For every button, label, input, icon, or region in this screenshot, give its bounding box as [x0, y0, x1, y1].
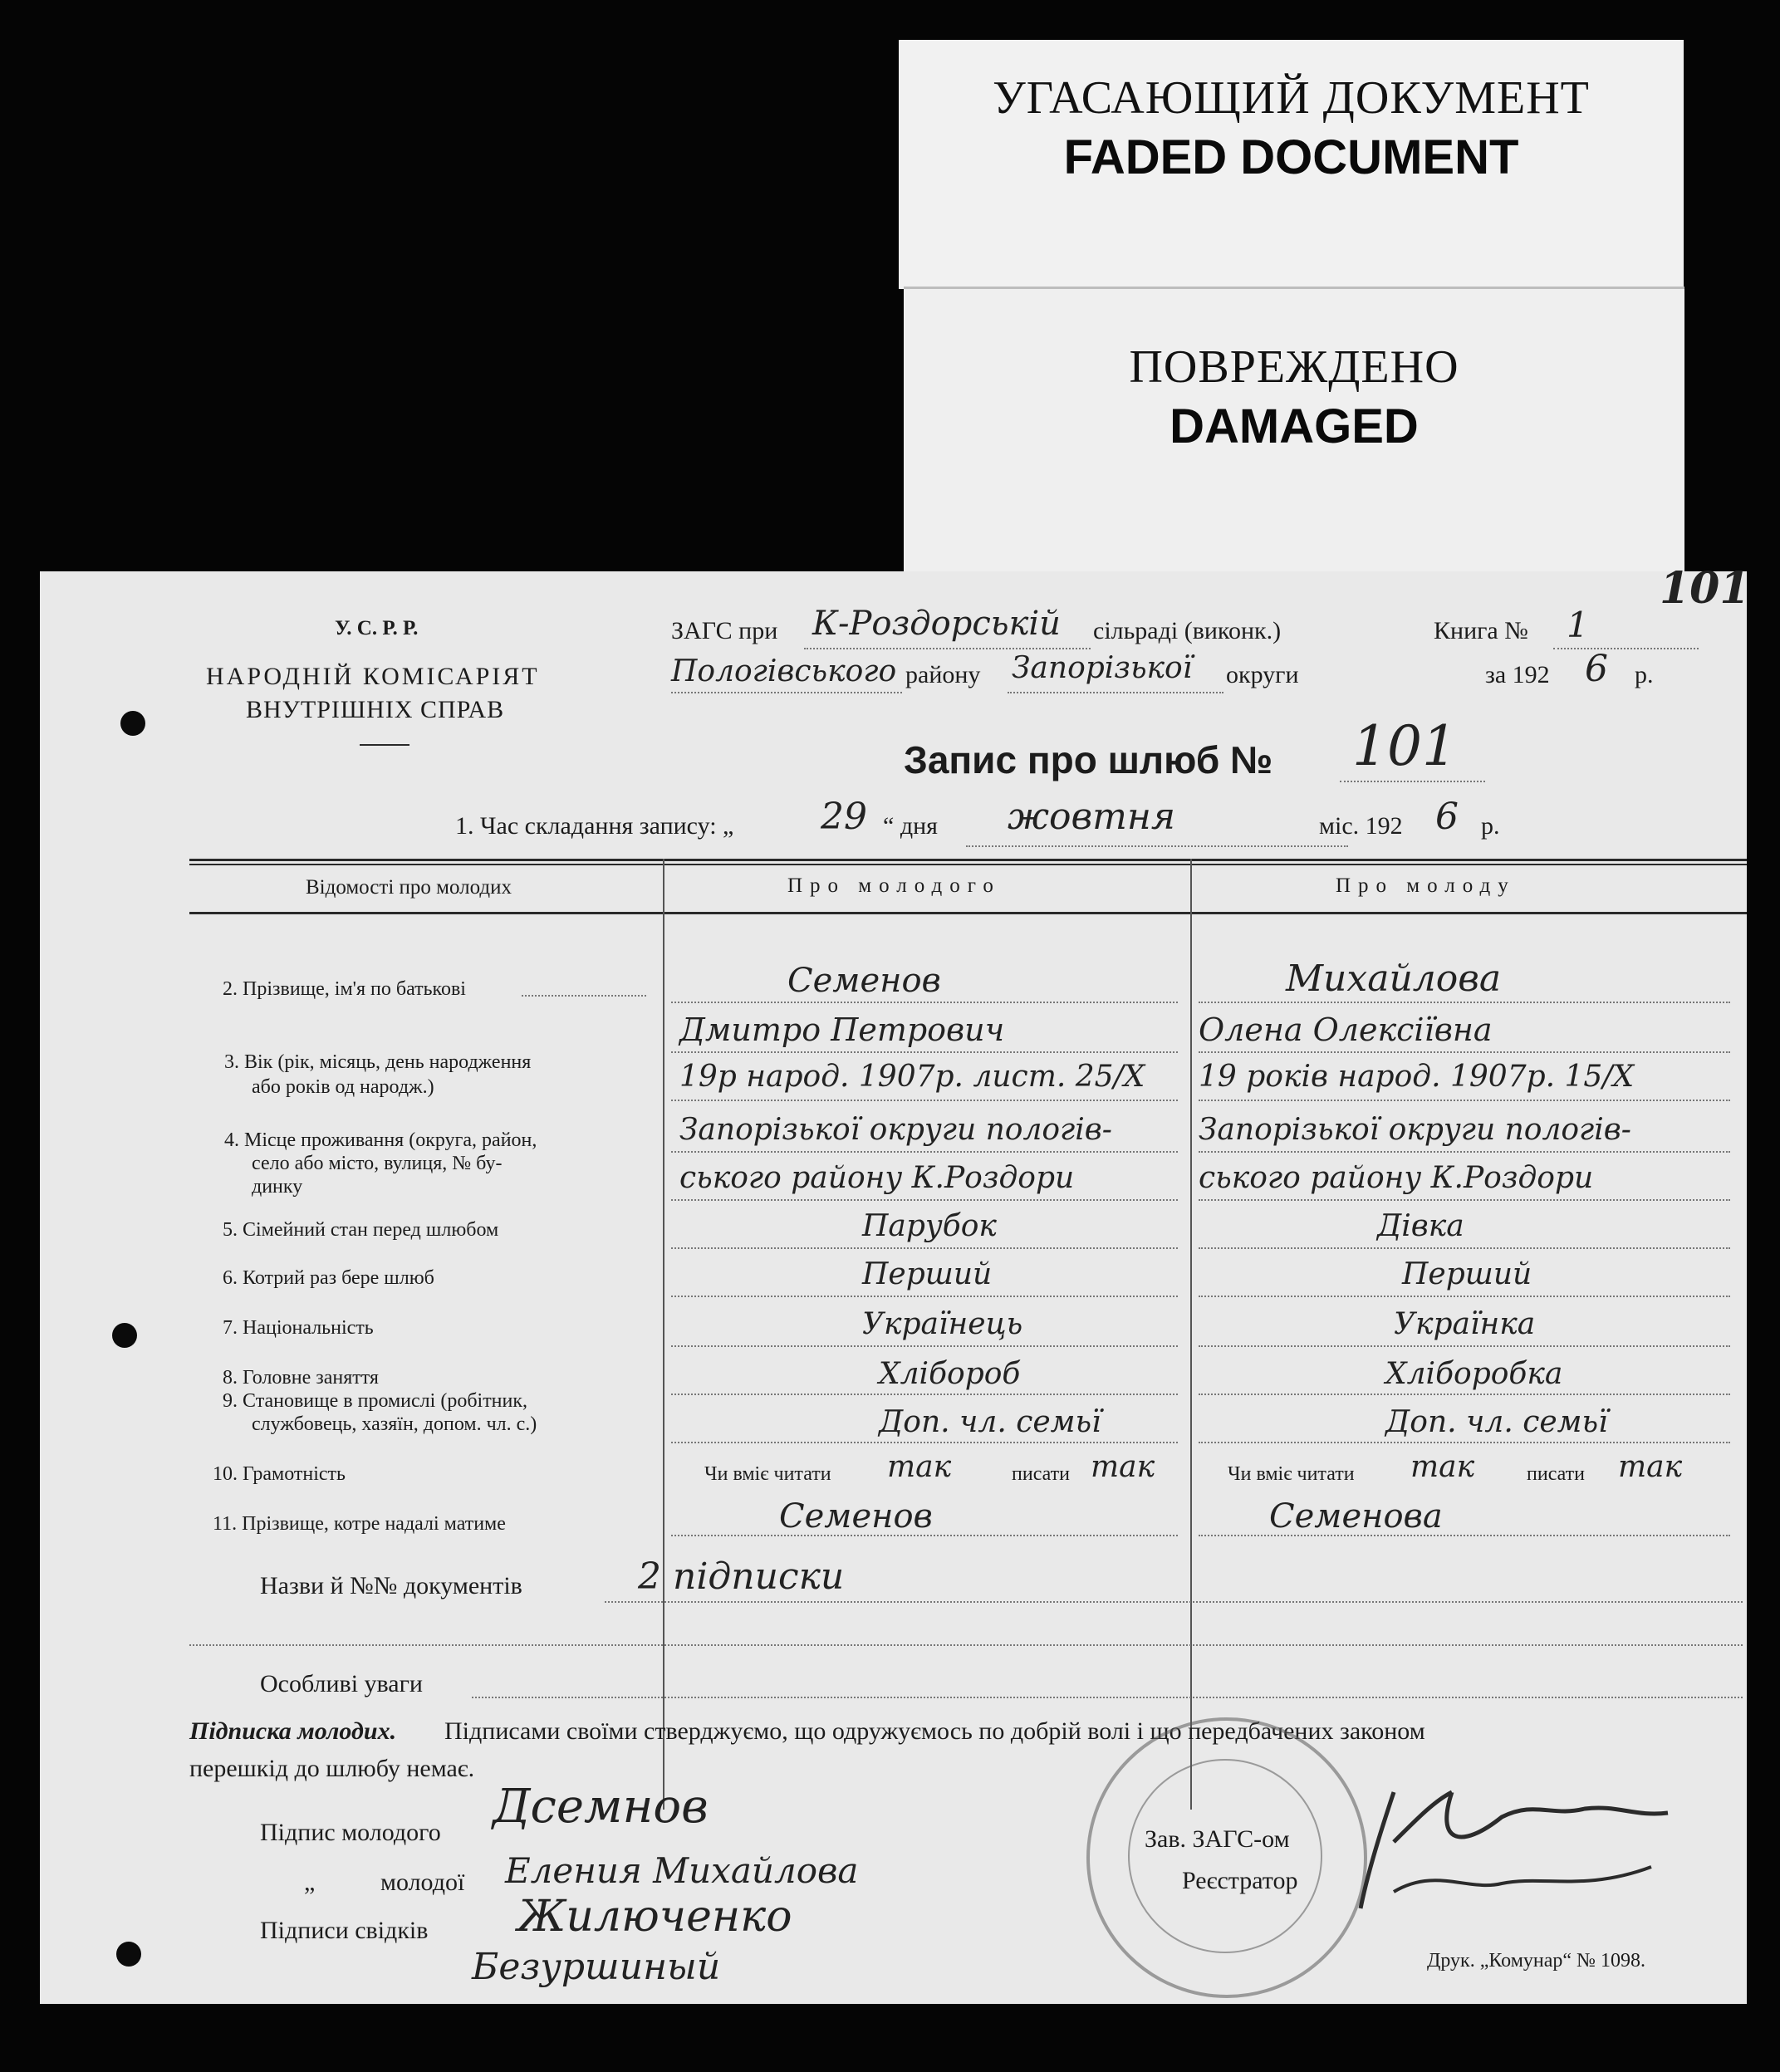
table-top-rule: [189, 859, 1747, 861]
field-line: [1199, 1151, 1730, 1153]
okrug-value: Запорізької: [1012, 651, 1193, 685]
bride-place-1: Запорізької округи пологів-: [1199, 1113, 1631, 1147]
field-line: [671, 1535, 1178, 1536]
column-header-groom: Про молодого: [787, 874, 1001, 897]
column-divider: [1190, 859, 1192, 1810]
field-line: [1199, 1296, 1730, 1297]
row-label-place-1: 4. Місце проживання (округа, район,: [224, 1129, 537, 1151]
table-header-rule: [189, 912, 1747, 914]
bride-place-2: ського району К.Роздори: [1199, 1161, 1594, 1195]
field-line: [1199, 1199, 1730, 1201]
field-line: [671, 1394, 1178, 1395]
groom-read-value: так: [887, 1450, 952, 1484]
faded-document-label: [899, 40, 1684, 289]
commissariat-line-2: ВНУТРІШНІХ СПРАВ: [246, 696, 505, 723]
bride-marital: Дівка: [1377, 1209, 1464, 1243]
record-time-prefix: 1. Час складання запису: „: [455, 812, 734, 840]
field-line: [966, 845, 1348, 847]
witness-1-signature: Жилюченко: [517, 1892, 792, 1942]
field-line: [671, 1442, 1178, 1443]
field-line: [1199, 1002, 1730, 1003]
damaged-label: [904, 287, 1684, 571]
bride-surname: Михайлова: [1286, 958, 1502, 1000]
bride-signature-prefix: „: [304, 1869, 316, 1896]
row-label-times: 6. Котрий раз бере шлюб: [223, 1267, 434, 1289]
field-line: [1199, 1345, 1730, 1347]
record-year-suffix: р.: [1481, 812, 1500, 840]
punch-hole: [112, 1323, 137, 1348]
year-label: за 192: [1485, 661, 1550, 688]
bride-signature-label: молодої: [380, 1869, 465, 1896]
punch-hole: [116, 1942, 141, 1967]
district-label: району: [905, 661, 981, 688]
row-label-place-2: село або місто, вулиця, № бу-: [252, 1153, 503, 1174]
leader-dots: [522, 995, 646, 997]
field-line: [671, 1296, 1178, 1297]
field-line: [804, 648, 1091, 649]
field-line: [671, 1199, 1178, 1201]
groom-marital: Парубок: [862, 1209, 997, 1243]
bride-read-value: так: [1410, 1450, 1475, 1484]
field-line: [1199, 1100, 1730, 1101]
bride-write-value: так: [1618, 1450, 1683, 1484]
row-label-position-1: 9. Становище в промислі (робітник,: [223, 1390, 528, 1412]
witness-label: Підписи свідків: [260, 1917, 429, 1944]
statement-line-1: Підписами своїми стверджуємо, що одружуємось по добрій волі і що передбачених законом: [444, 1717, 1425, 1745]
documents-label: Назви й №№ документів: [260, 1572, 522, 1599]
bride-read-label: Чи вміє читати: [1228, 1463, 1355, 1485]
zags-council-value: К-Роздорській: [812, 605, 1061, 643]
row-label-future-surname: 11. Прізвище, котре надалі матиме: [213, 1513, 506, 1535]
groom-name: Дмитро Петрович: [679, 1012, 1005, 1048]
field-line: [605, 1601, 1743, 1603]
row-label-literacy: 10. Грамотність: [213, 1463, 346, 1485]
print-mark: Друк. „Комунар“ № 1098.: [1427, 1950, 1645, 1972]
field-line: [671, 1247, 1178, 1249]
bride-times: Перший: [1402, 1257, 1532, 1291]
record-number: 101: [1352, 714, 1457, 778]
bride-write-label: писати: [1527, 1463, 1585, 1485]
groom-position: Доп. чл. семьї: [879, 1405, 1101, 1439]
record-month-label: міс. 192: [1319, 812, 1403, 840]
row-label-name: 2. Прізвище, ім'я по батькові: [223, 978, 466, 1000]
record-month: жовтня: [1008, 796, 1175, 838]
bride-name: Олена Олексіївна: [1199, 1012, 1493, 1048]
marriage-record-form: [40, 563, 1750, 2004]
bride-age: 19 років народ. 1907р. 15/Х: [1199, 1060, 1635, 1094]
remarks-label: Особливі уваги: [260, 1670, 423, 1697]
groom-nationality: Українець: [862, 1307, 1023, 1341]
groom-future-surname: Семенов: [779, 1497, 933, 1536]
row-label-age-2: або років од народж.): [252, 1076, 434, 1098]
row-label-occupation: 8. Головне заняття: [223, 1367, 379, 1389]
field-line: [671, 692, 902, 693]
column-header-bride: Про молоду: [1336, 874, 1516, 897]
table-top-rule: [189, 864, 1747, 865]
field-line: [1199, 1394, 1730, 1395]
groom-times: Перший: [862, 1257, 993, 1291]
row-label-position-2: службовець, хазяїн, допом. чл. с.): [252, 1413, 537, 1435]
year-suffix: р.: [1635, 661, 1654, 688]
official-seal-inner: [1128, 1759, 1322, 1953]
field-line: [671, 1051, 1178, 1053]
field-line: [1199, 1535, 1730, 1536]
commissariat-line-1: НАРОДНІЙ КОМІСАРІЯТ: [206, 663, 540, 690]
groom-age: 19р народ. 1907р. лист. 25/Х: [679, 1060, 1145, 1094]
statement-line-2: перешкід до шлюбу немає.: [189, 1755, 475, 1782]
field-line: [1008, 692, 1223, 693]
damaged-label-ru: ПОВРЕЖДЕНО: [1129, 341, 1459, 393]
record-day: 29: [821, 796, 867, 838]
field-line: [671, 1345, 1178, 1347]
republic-name: У. С. Р. Р.: [335, 617, 419, 639]
bride-signature: Еления Михайлова: [505, 1850, 859, 1891]
groom-read-label: Чи вміє читати: [704, 1463, 831, 1485]
field-line: [1199, 1442, 1730, 1443]
groom-write-value: так: [1091, 1450, 1155, 1484]
bride-nationality: Українка: [1394, 1307, 1536, 1341]
registrar-signature: [1336, 1767, 1684, 1925]
field-line: [671, 1151, 1178, 1153]
faded-label-en: FADED DOCUMENT: [1063, 130, 1519, 184]
groom-occupation: Хлібороб: [879, 1357, 1021, 1391]
row-label-place-3: динку: [252, 1176, 303, 1198]
bride-occupation: Хліборобка: [1385, 1357, 1563, 1391]
bride-future-surname: Семенова: [1269, 1497, 1443, 1536]
row-label-age-1: 3. Вік (рік, місяць, день народження: [224, 1051, 532, 1073]
punch-hole: [120, 711, 145, 736]
column-divider: [663, 859, 664, 1810]
row-label-marital: 5. Сімейний стан перед шлюбом: [223, 1219, 499, 1241]
book-value: 1: [1567, 605, 1589, 645]
groom-place-1: Запорізької округи пологів-: [679, 1113, 1112, 1147]
book-label: Книга №: [1434, 617, 1528, 644]
groom-surname: Семенов: [787, 962, 941, 1000]
divider: [360, 744, 409, 746]
groom-signature-label: Підпис молодого: [260, 1819, 441, 1846]
field-line: [1199, 1247, 1730, 1249]
damaged-label-en: DAMAGED: [1170, 399, 1419, 453]
statement-lead: Підписка молодих.: [189, 1717, 397, 1745]
head-label: Зав. ЗАГС-ом: [1145, 1825, 1290, 1853]
field-line: [1199, 1051, 1730, 1053]
documents-value: 2 підписки: [638, 1555, 845, 1598]
field-line: [1553, 648, 1699, 649]
bride-position: Доп. чл. семьї: [1385, 1405, 1608, 1439]
field-line: [189, 1644, 1743, 1646]
faded-label-ru: УГАСАЮЩИЙ ДОКУМЕНТ: [993, 72, 1590, 124]
field-line: [1340, 781, 1485, 782]
field-line: [472, 1697, 1743, 1698]
witness-2-signature: Безуршиный: [472, 1946, 721, 1988]
record-title: Запис про шлюб №: [904, 738, 1273, 781]
groom-write-label: писати: [1012, 1463, 1070, 1485]
groom-place-2: ського району К.Роздори: [679, 1161, 1075, 1195]
field-line: [671, 1002, 1178, 1003]
year-value: 6: [1585, 648, 1608, 690]
district-value: Пологівського: [671, 654, 897, 688]
okrug-label: округи: [1226, 661, 1299, 688]
registrar-label: Реєстратор: [1182, 1867, 1298, 1894]
record-time-mid: “ дня: [883, 812, 938, 840]
zags-suffix: сільраді (виконк.): [1093, 617, 1282, 644]
field-line: [671, 1100, 1178, 1101]
column-header-info: Відомості про молодих: [306, 876, 512, 899]
groom-signature: Дсемнов: [493, 1780, 709, 1834]
row-label-nationality: 7. Національність: [223, 1317, 374, 1339]
zags-prefix: ЗАГС при: [671, 617, 778, 644]
corner-record-number: 101: [1660, 563, 1750, 614]
record-year: 6: [1435, 796, 1459, 838]
